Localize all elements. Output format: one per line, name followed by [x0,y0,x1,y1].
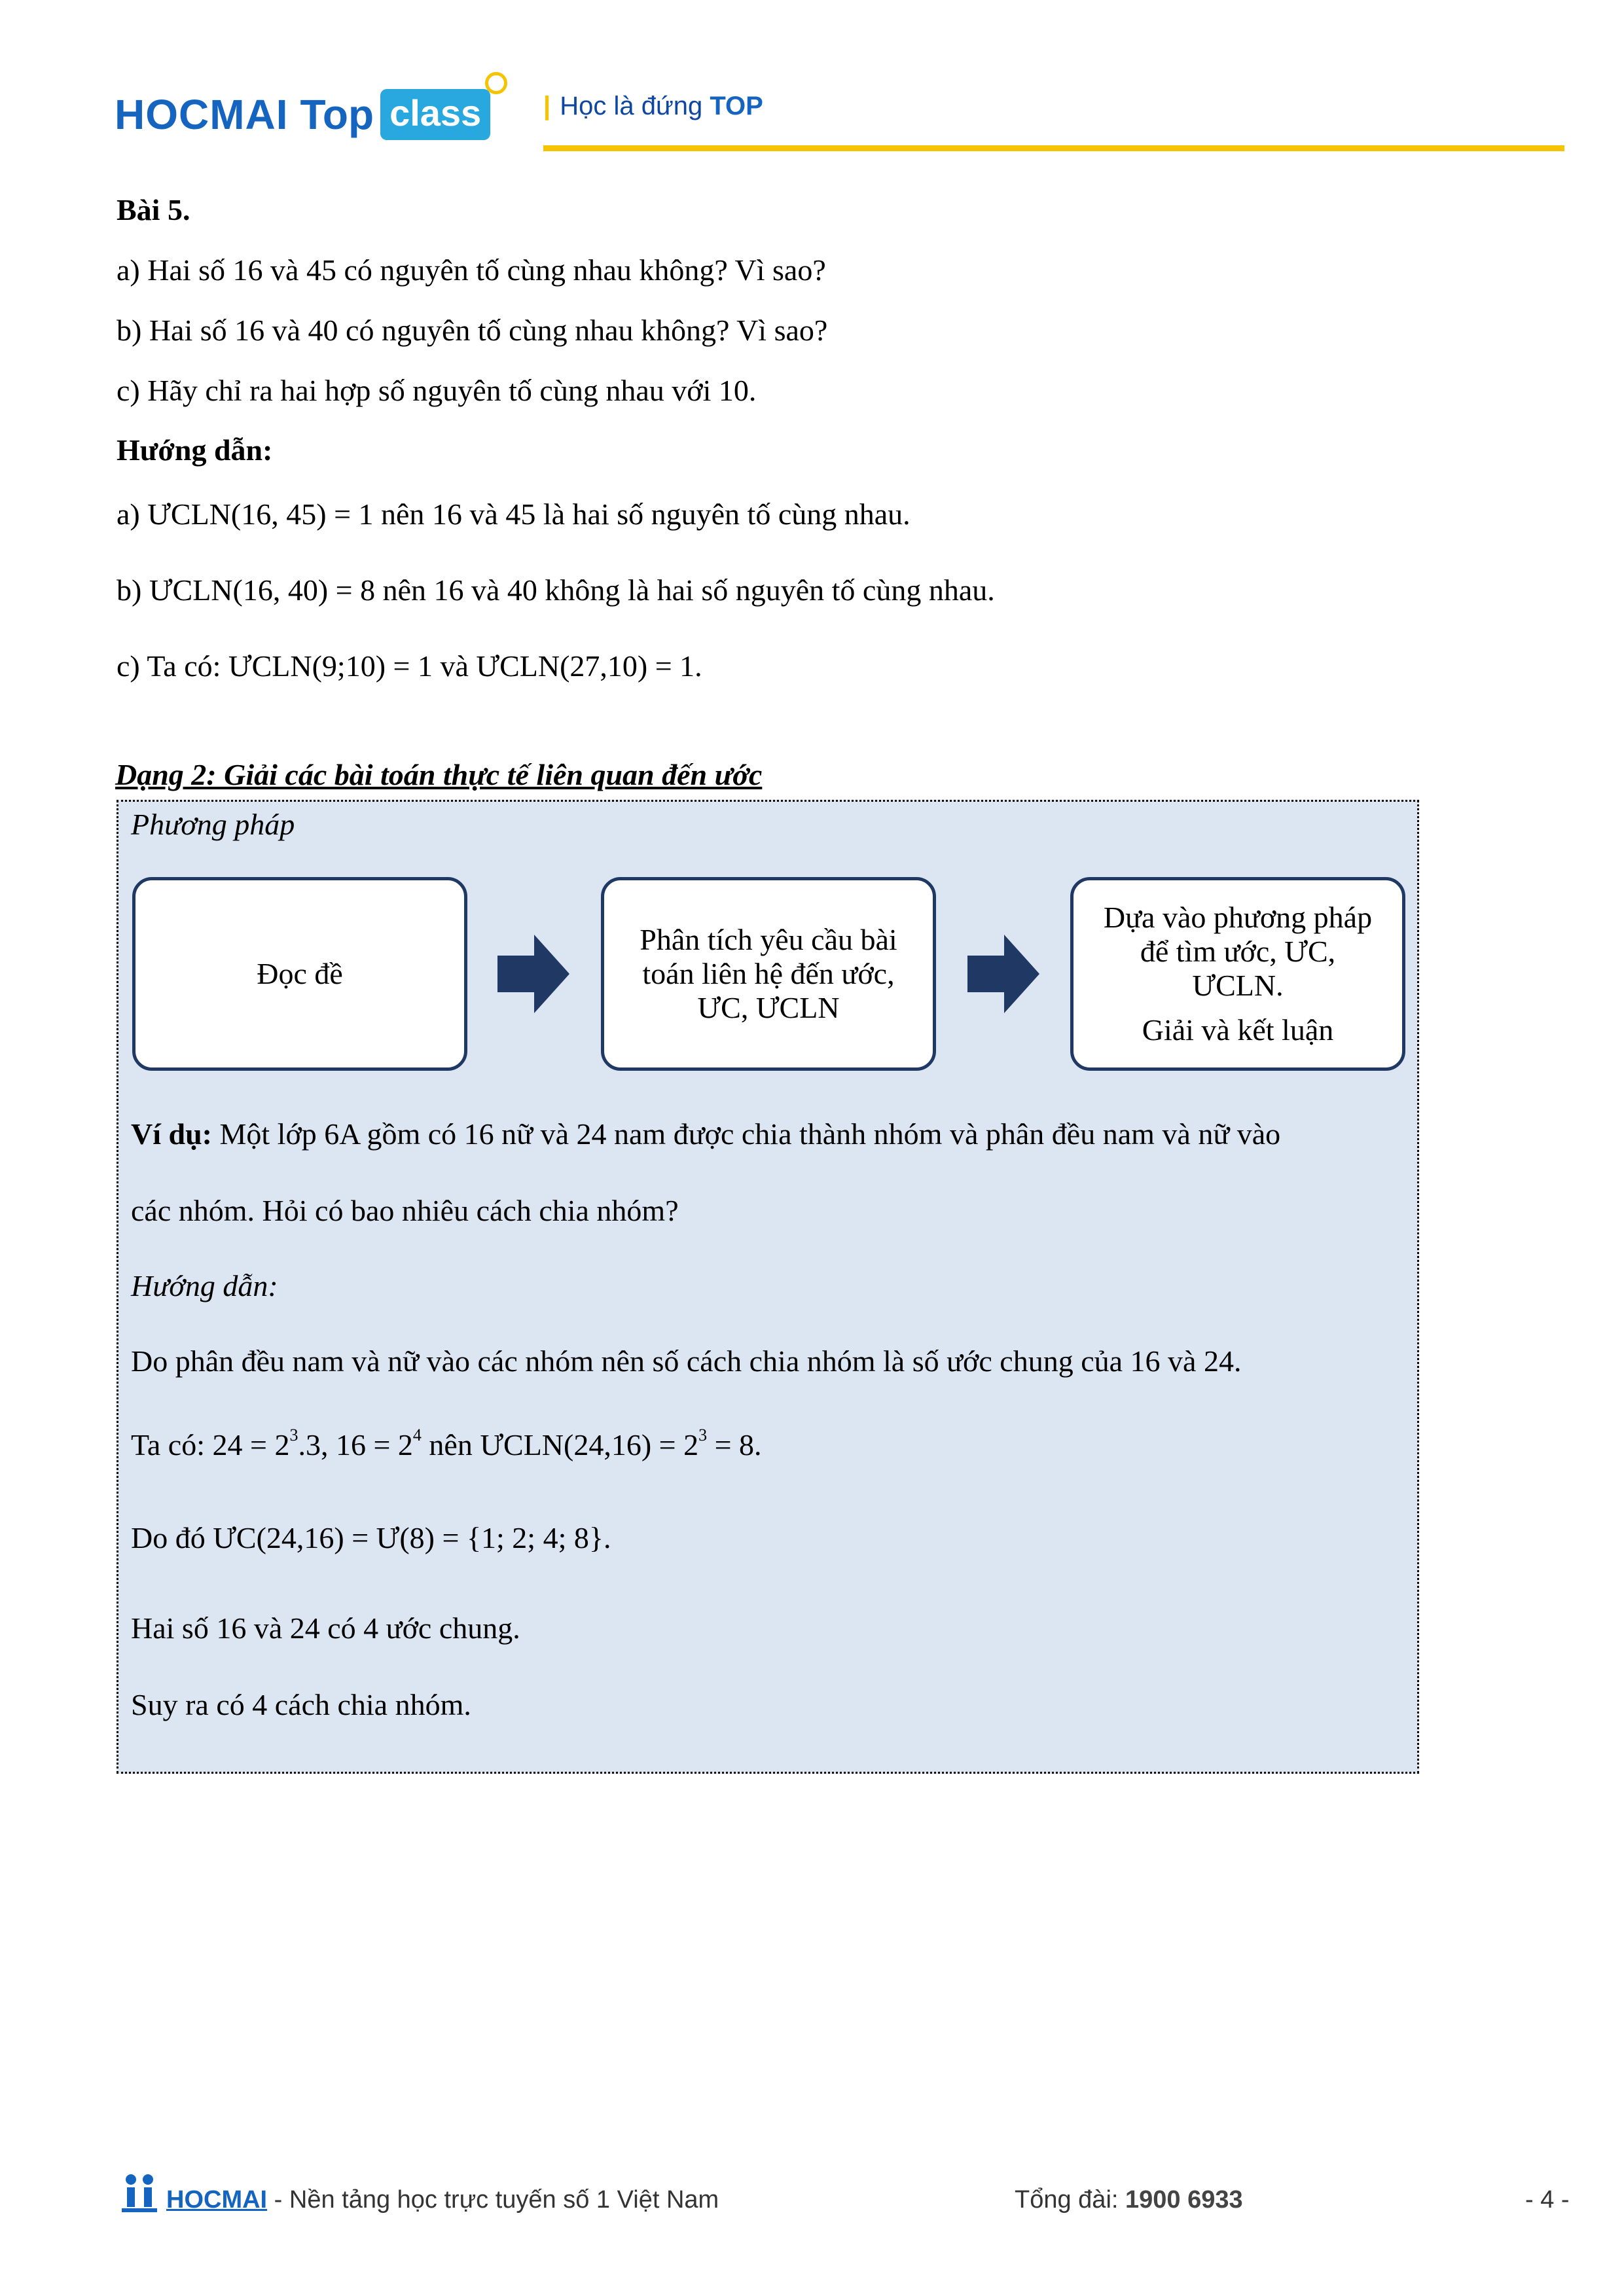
flow-step-read [132,877,467,1071]
hocmai-people-icon [118,2172,161,2215]
answer-c: c) Ta có: ƯCLN(9;10) = 1 và ƯCLN(27,10) = 1. [117,649,702,683]
footer-brand-link[interactable]: HOCMAI [166,2186,268,2214]
exponent: 4 [412,1426,422,1444]
page-number: - 4 - [1525,2186,1570,2214]
hotline-label: Tổng đài: [1015,2186,1125,2214]
logo-class-text: class [389,92,482,134]
arrow-right-icon [497,935,569,1013]
guide-title: Hướng dẫn: [117,433,273,467]
logo-class [380,89,490,140]
solution-line-1: Do phân đều nam và nữ vào các nhóm nên số cách chia nhóm là số ước chung của 16 và 24. [131,1344,1242,1378]
solution-line-5: Suy ra có 4 cách chia nhóm. [131,1688,471,1721]
brand-logo [115,85,490,144]
solution-line-4: Hai số 16 và 24 có 4 ước chung. [131,1611,520,1645]
example-line-2: các nhóm. Hỏi có bao nhiêu cách chia nhóm? [131,1194,679,1227]
flow-step-solve [1070,877,1405,1071]
question-a: a) Hai số 16 và 45 có nguyên tố cùng nhau không? Vì sao? [117,253,826,287]
example-label: Ví dụ: [131,1117,212,1151]
footer-hotline [1015,2186,1243,2214]
section-title: Dạng 2: Giải các bài toán thực tế liên quan đến ước [115,758,763,791]
logo-hocmai: HOCMAI [115,91,289,138]
example-guide-label: Hướng dẫn: [131,1269,278,1302]
sun-icon [485,72,507,94]
solution-line-2-c: nên ƯCLN(24,16) = 2 [421,1428,699,1462]
question-c: c) Hãy chỉ ra hai hợp số nguyên tố cùng nhau với 10. [117,374,757,407]
solution-line-2-d: = 8. [707,1428,762,1462]
header-divider [543,145,1564,151]
question-b: b) Hai số 16 và 40 có nguyên tố cùng nhau không? Vì sao? [117,314,828,347]
footer-left [166,2186,719,2214]
solution-line-2-b: .3, 16 = 2 [298,1428,413,1462]
exponent: 3 [289,1426,298,1444]
exercise-title: Bài 5. [117,193,190,226]
solution-line-2 [131,1427,762,1463]
logo-top: Top [300,91,374,138]
answer-a: a) ƯCLN(16, 45) = 1 nên 16 và 45 là hai số nguyên tố cùng nhau. [117,497,911,531]
tagline-highlight: TOP [710,92,763,120]
flow-step-read-text: Đọc đề [257,957,343,990]
solution-line-3: Do đó ƯC(24,16) = Ư(8) = {1; 2; 4; 8}. [131,1521,611,1554]
flow-step-analyze [601,877,936,1071]
flow-step-conclude-text: Giải và kết luận [1142,1013,1334,1047]
footer-slogan: - Nền tảng học trực tuyến số 1 Việt Nam [267,2186,719,2214]
arrow-right-icon [967,935,1039,1013]
method-label: Phương pháp [131,808,295,841]
flow-step-solve-text: Dựa vào phương pháp để tìm ước, ƯC, ƯCLN. [1103,901,1373,1002]
answer-b: b) ƯCLN(16, 40) = 8 nên 16 và 40 không là hai số nguyên tố cùng nhau. [117,573,995,607]
solution-line-2-a: Ta có: 24 = 2 [131,1428,290,1462]
example-line-1 [131,1116,1280,1153]
tagline-prefix: Học là đứng [560,92,703,120]
example-text: Một lớp 6A gồm có 16 nữ và 24 nam được chia thành nhóm và phân đều nam và nữ vào [211,1117,1281,1151]
header-tagline: | Học là đứng TOP [543,92,763,120]
hotline-number: 1900 6933 [1125,2186,1243,2214]
flow-step-analyze-text: Phân tích yêu cầu bài toán liên hệ đến ước, ƯC, ƯCLN [640,923,897,1024]
exponent: 3 [698,1426,708,1444]
